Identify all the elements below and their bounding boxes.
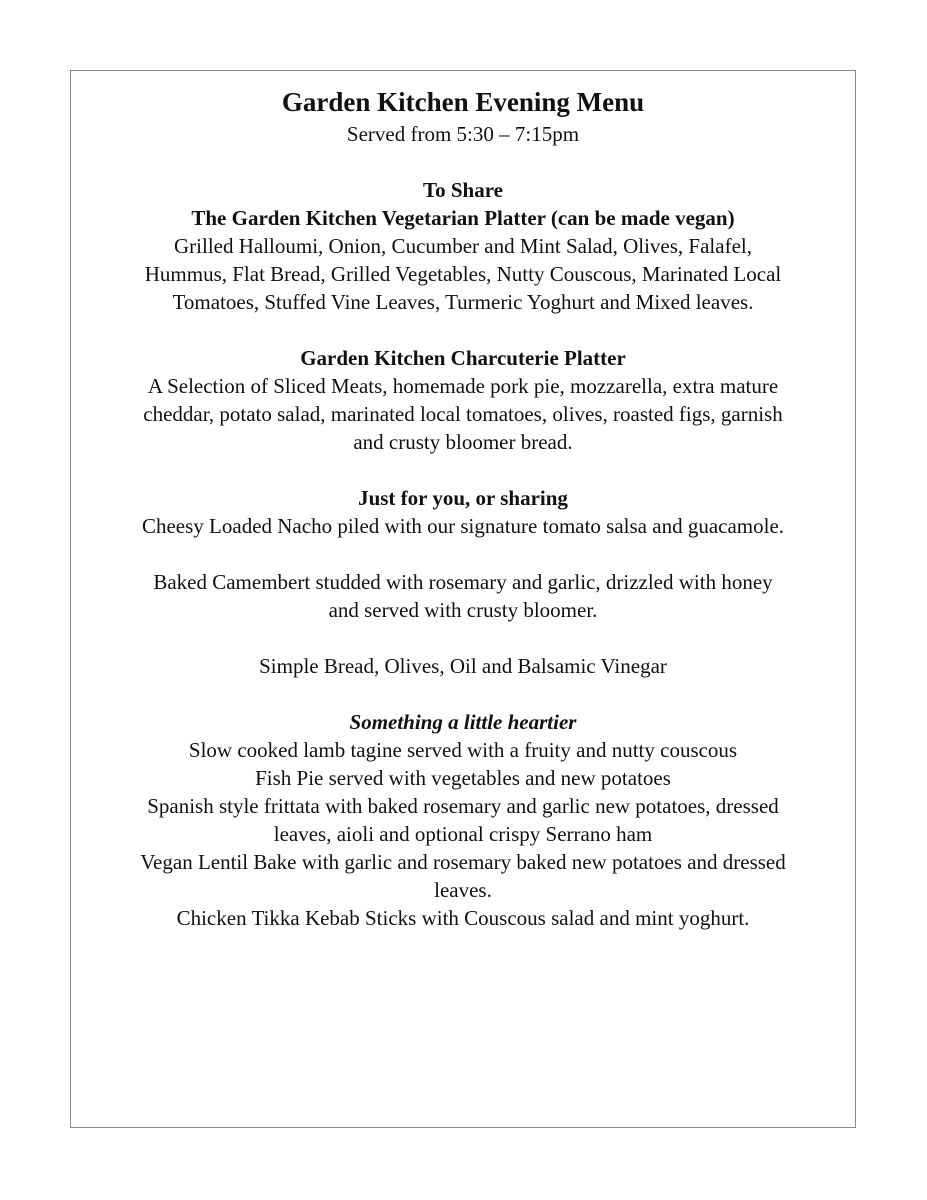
heartier-line: leaves. [434, 878, 492, 902]
menu-content [70, 84, 856, 932]
charcuterie-platter-line: cheddar, potato salad, marinated local tomatoes, olives, roasted figs, garnish [143, 402, 783, 426]
heartier-line: Vegan Lentil Bake with garlic and rosemary baked new potatoes and dressed [140, 850, 786, 874]
section-heading-just-for-you: Just for you, or sharing [358, 486, 568, 510]
heartier-line: Fish Pie served with vegetables and new potatoes [255, 766, 671, 790]
menu-title: Garden Kitchen Evening Menu [281, 87, 645, 117]
heartier-line: Slow cooked lamb tagine served with a fruity and nutty couscous [188, 738, 738, 762]
charcuterie-platter-heading: Garden Kitchen Charcuterie Platter [300, 346, 626, 370]
nacho-item: Cheesy Loaded Nacho piled with our signature tomato salsa and guacamole. [141, 514, 785, 538]
heartier-line: leaves, aioli and optional crispy Serrano ham [273, 822, 653, 846]
section-heading-to-share: To Share [423, 178, 503, 202]
camembert-line: and served with crusty bloomer. [328, 598, 598, 622]
charcuterie-platter-line: and crusty bloomer bread. [353, 430, 573, 454]
heartier-line: Spanish style frittata with baked rosemary and garlic new potatoes, dressed [147, 794, 779, 818]
camembert-line: Baked Camembert studded with rosemary and garlic, drizzled with honey [153, 570, 773, 594]
heartier-line: Chicken Tikka Kebab Sticks with Couscous salad and mint yoghurt. [176, 906, 750, 930]
vegetarian-platter-line: Tomatoes, Stuffed Vine Leaves, Turmeric Yoghurt and Mixed leaves. [172, 290, 754, 314]
vegetarian-platter-line: Hummus, Flat Bread, Grilled Vegetables, Nutty Couscous, Marinated Local [144, 262, 782, 286]
served-times: Served from 5:30 – 7:15pm [346, 122, 580, 146]
bread-item: Simple Bread, Olives, Oil and Balsamic Vinegar [259, 654, 667, 678]
vegetarian-platter-heading: The Garden Kitchen Vegetarian Platter (can be made vegan) [191, 206, 735, 230]
section-heading-heartier: Something a little heartier [349, 710, 577, 734]
charcuterie-platter-line: A Selection of Sliced Meats, homemade pork pie, mozzarella, extra mature [147, 374, 779, 398]
vegetarian-platter-line: Grilled Halloumi, Onion, Cucumber and Mint Salad, Olives, Falafel, [174, 234, 752, 258]
